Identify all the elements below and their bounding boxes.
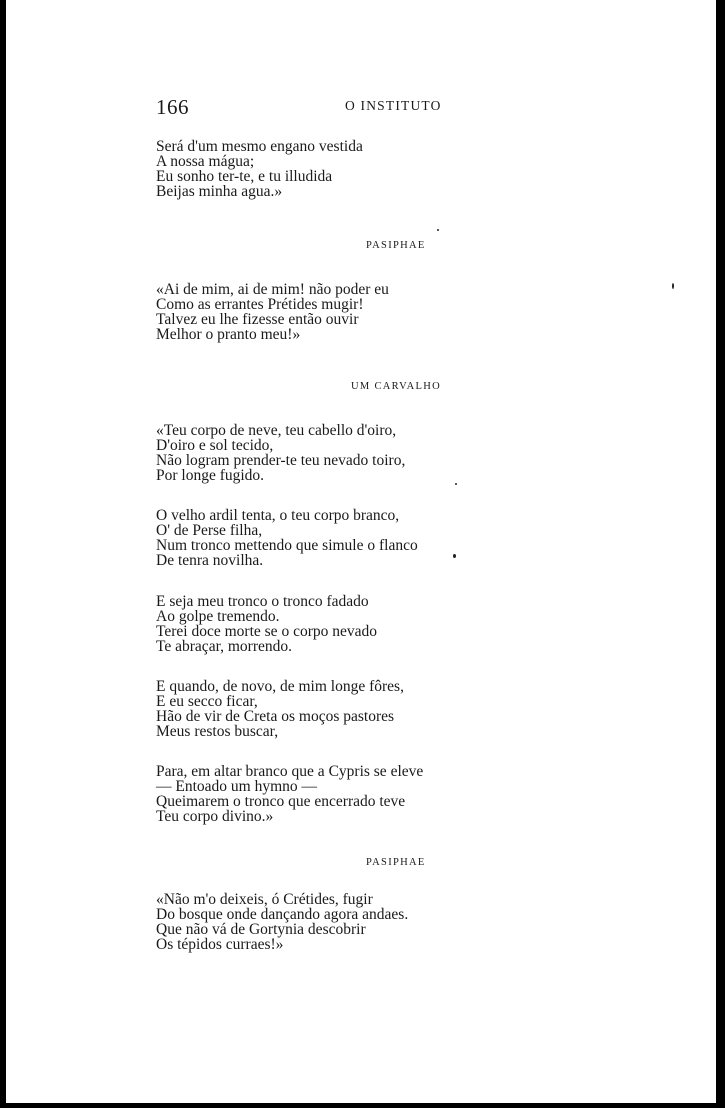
stanza-5 (156, 594, 377, 654)
page-number: 166 (156, 95, 189, 119)
verse-line: O velho ardil tenta, o teu corpo branco, (156, 507, 400, 524)
stanza-1 (156, 139, 363, 199)
verse-line: Será d'um mesmo engano vestida (156, 138, 363, 155)
verse-line: Os tépidos curraes!» (156, 936, 284, 953)
verse-line: A nossa mágua; (156, 153, 255, 170)
verse-line: D'oiro e sol tecido, (156, 437, 274, 454)
stanza-3 (156, 423, 405, 483)
verse-line: Queimarem o tronco que encerrado teve (156, 793, 406, 810)
verse-line: Terei doce morte se o corpo nevado (156, 623, 377, 640)
verse-line: O' de Perse filha, (156, 522, 263, 539)
verse-line: Eu sonho ter-te, e tu illudida (156, 168, 333, 185)
verse-line: Por longe fugido. (156, 467, 265, 484)
verse-line: Para, em altar branco que a Cypris se eleve (156, 763, 424, 780)
verse-line: Teu corpo divino.» (156, 808, 274, 825)
scan-border-left (0, 0, 6, 1108)
verse-line: «Ai de mim, ai de mim! não poder eu (156, 281, 389, 298)
speaker-label: UM CARVALHO (351, 381, 441, 392)
stanza-7 (156, 764, 423, 824)
scan-border-bottom (0, 1103, 725, 1108)
scan-border-right (716, 0, 725, 1108)
verse-line: Te abraçar, morrendo. (156, 638, 292, 655)
verse-line: Beijas minha agua.» (156, 183, 283, 200)
speaker-label: PASIPHAE (366, 240, 426, 251)
verse-line: Do bosque onde dançando agora andaes. (156, 906, 409, 923)
verse-line: «Teu corpo de neve, teu cabello d'oiro, (156, 422, 397, 439)
verse-line: Não logram prender-te teu nevado toiro, (156, 452, 406, 469)
verse-line: E eu secco ficar, (156, 693, 258, 710)
stanza-6 (156, 679, 404, 739)
verse-line: — Entoado um hymno — (156, 778, 318, 795)
verse-line: Hão de vir de Creta os moços pastores (156, 708, 395, 725)
verse-line: Num tronco mettendo que simule o flanco (156, 537, 418, 554)
stanza-8 (156, 892, 408, 952)
verse-line: Melhor o pranto meu!» (156, 326, 301, 343)
verse-line: Talvez eu lhe fizesse então ouvir (156, 311, 359, 328)
scan-speck (455, 483, 457, 485)
stanza-4 (156, 508, 418, 568)
verse-line: «Não m'o deixeis, ó Crétides, fugir (156, 891, 373, 908)
verse-line: Meus restos buscar, (156, 723, 279, 740)
verse-line: E seja meu tronco o tronco fadado (156, 593, 369, 610)
running-head: O INSTITUTO (345, 98, 442, 113)
scan-speck (672, 283, 674, 289)
scan-speck (453, 554, 456, 558)
stanza-2 (156, 282, 389, 342)
verse-line: Como as errantes Prétides mugir! (156, 296, 364, 313)
verse-line: Ao golpe tremendo. (156, 608, 280, 625)
verse-line: De tenra novilha. (156, 552, 264, 569)
verse-line: E quando, de novo, de mim longe fôres, (156, 678, 404, 695)
verse-line: Que não vá de Gortynia descobrir (156, 921, 366, 938)
speaker-label: PASIPHAE (366, 857, 426, 868)
scan-speck (437, 229, 439, 231)
